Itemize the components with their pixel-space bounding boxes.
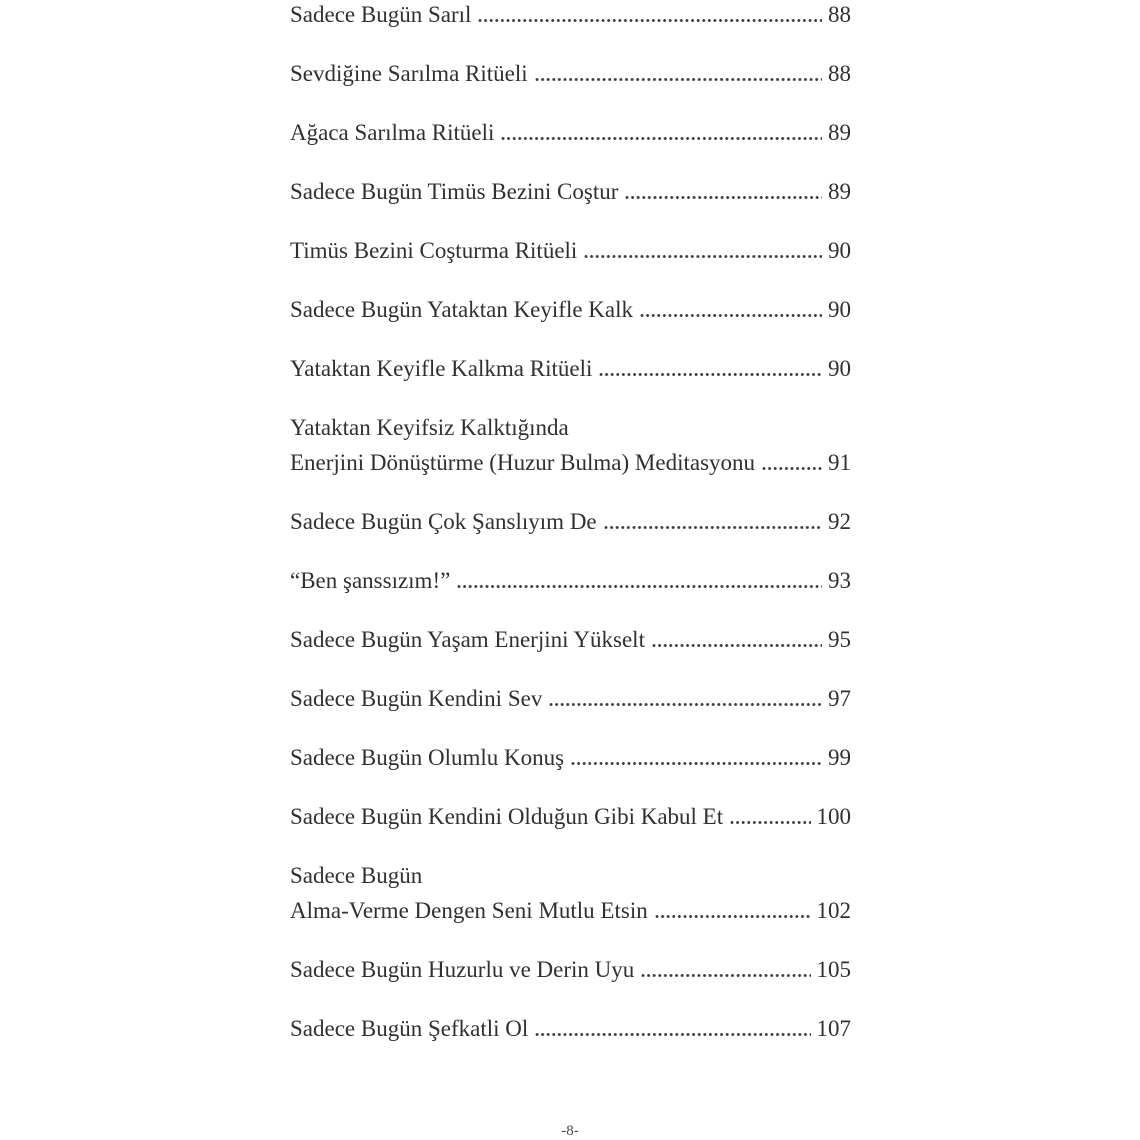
toc-entry — [290, 804, 851, 829]
dot-leader — [641, 973, 810, 978]
toc-entry — [290, 179, 851, 204]
dot-leader — [535, 77, 822, 82]
toc-entry-page: 91 — [828, 450, 851, 475]
dot-leader — [652, 643, 822, 648]
toc-entry-page: 90 — [828, 297, 851, 322]
toc-entry — [290, 297, 851, 322]
toc-entry-page: 100 — [816, 804, 851, 829]
toc-entry — [290, 415, 851, 475]
toc-entry — [290, 509, 851, 534]
dot-leader — [584, 254, 822, 259]
toc-entry-page: 92 — [828, 509, 851, 534]
toc-entry — [290, 120, 851, 145]
dot-leader — [457, 584, 822, 589]
toc-entry-page: 88 — [828, 61, 851, 86]
toc-entry-page: 105 — [816, 957, 851, 982]
dot-leader — [730, 820, 810, 825]
toc-entry-title: Sadece Bugün Kendini Sev — [290, 686, 543, 711]
toc-entry-title: Sadece Bugün Şefkatli Ol — [290, 1016, 529, 1041]
dot-leader — [762, 466, 822, 471]
toc-entry-title: Sadece Bugün Sarıl — [290, 2, 472, 27]
toc-entry-title: Alma-Verme Dengen Seni Mutlu Etsin — [290, 898, 648, 923]
toc-entry-title-line1: Yataktan Keyifsiz Kalktığında — [290, 415, 569, 440]
toc-entry-page: 102 — [816, 898, 851, 923]
dot-leader — [549, 702, 822, 707]
toc-entry-title: Sadece Bugün Yataktan Keyifle Kalk — [290, 297, 634, 322]
toc-entry-page: 97 — [828, 686, 851, 711]
dot-leader — [604, 525, 822, 530]
toc-entry-page: 95 — [828, 627, 851, 652]
toc-entry — [290, 686, 851, 711]
dot-leader — [501, 136, 822, 141]
dot-leader — [640, 313, 822, 318]
toc-entry-title: Ağaca Sarılma Ritüeli — [290, 120, 495, 145]
toc-entry-title: Sevdiğine Sarılma Ritüeli — [290, 61, 528, 86]
toc-entry-page: 90 — [828, 238, 851, 263]
toc-entry — [290, 957, 851, 982]
dot-leader — [599, 372, 822, 377]
toc-entry-page: 89 — [828, 179, 851, 204]
toc-entry-title: Sadece Bugün Çok Şanslıyım De — [290, 509, 597, 534]
toc-entry-title: Sadece Bugün Timüs Bezini Coştur — [290, 179, 619, 204]
dot-leader — [478, 18, 822, 23]
toc-entry-page: 90 — [828, 356, 851, 381]
toc-entry-title: Timüs Bezini Coşturma Ritüeli — [290, 238, 578, 263]
toc-entry-page: 88 — [828, 2, 851, 27]
toc-entry-page: 107 — [816, 1016, 851, 1041]
dot-leader — [571, 761, 822, 766]
toc-entry-title: Yataktan Keyifle Kalkma Ritüeli — [290, 356, 593, 381]
toc-entry-page: 89 — [828, 120, 851, 145]
toc-entry — [290, 1016, 851, 1041]
dot-leader — [655, 914, 811, 919]
toc-entry — [290, 61, 851, 86]
toc-entry-title: Enerjini Dönüştürme (Huzur Bulma) Meditasyonu — [290, 450, 756, 475]
toc-entry-page: 93 — [828, 568, 851, 593]
toc-entry-title: Sadece Bugün Yaşam Enerjini Yükselt — [290, 627, 645, 652]
toc-entry — [290, 745, 851, 770]
toc-entry — [290, 627, 851, 652]
page-number: -8- — [561, 1123, 579, 1139]
dot-leader — [535, 1032, 810, 1037]
toc-entry — [290, 2, 851, 27]
toc-entry-title: Sadece Bugün Kendini Olduğun Gibi Kabul Et — [290, 804, 724, 829]
toc-entry-title-line1: Sadece Bugün — [290, 863, 423, 888]
toc-entry — [290, 568, 851, 593]
toc-entry — [290, 356, 851, 381]
toc-entry — [290, 863, 851, 923]
toc-entry-title: “Ben şanssızım!” — [290, 568, 451, 593]
toc-entry-page: 99 — [828, 745, 851, 770]
toc-entry-title: Sadece Bugün Olumlu Konuş — [290, 745, 565, 770]
toc-entry — [290, 238, 851, 263]
dot-leader — [625, 195, 822, 200]
table-of-contents — [290, 2, 851, 1075]
toc-entry-title: Sadece Bugün Huzurlu ve Derin Uyu — [290, 957, 635, 982]
